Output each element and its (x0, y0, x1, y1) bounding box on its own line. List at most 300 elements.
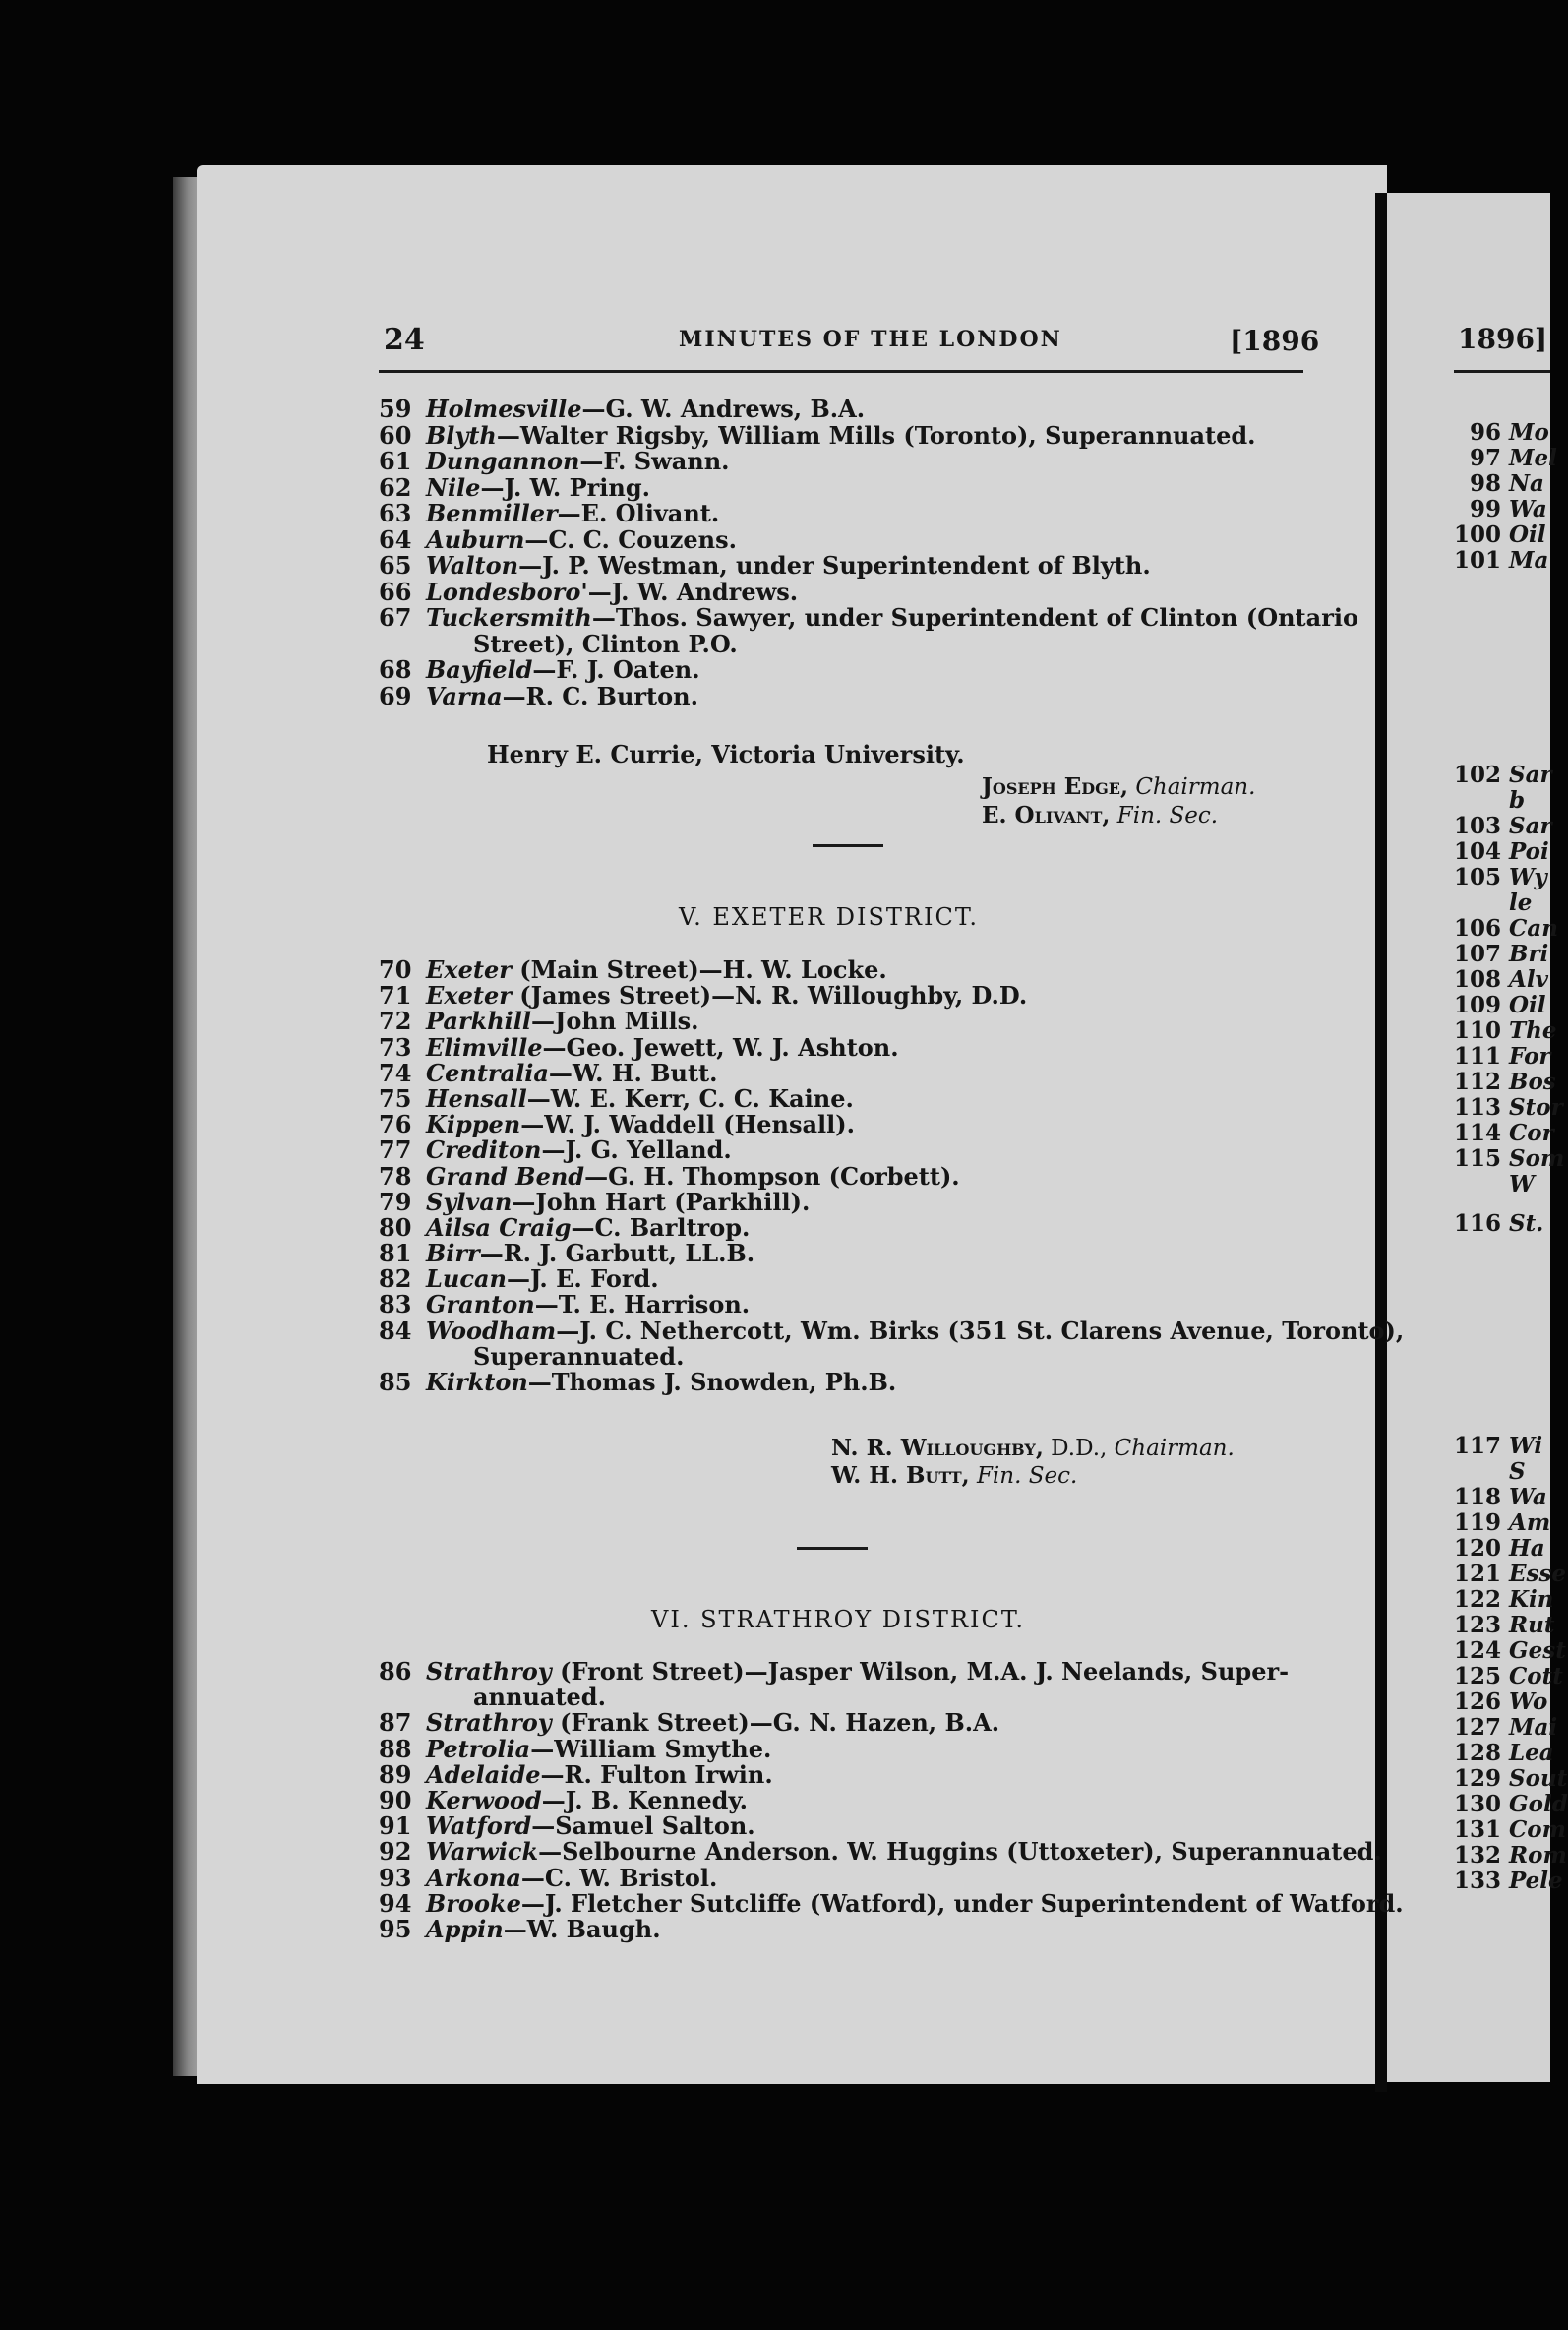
appointment: —C. W. Bristol. (520, 1863, 718, 1892)
circuit-fragment: Mel (1509, 445, 1557, 471)
entry-text (426, 1318, 1404, 1344)
entry-number: 62 (379, 472, 412, 502)
circuit-fragment: Am (1509, 1509, 1551, 1536)
header-year: [1896 (1230, 325, 1320, 357)
entry-text (426, 1241, 754, 1266)
entry-number: 85 (379, 1368, 412, 1396)
right-page-line (1446, 1791, 1568, 1817)
entry-number: 98 (1469, 470, 1501, 497)
appointment: —Walter Rigsby, William Mills (Toronto), Superannuated. (496, 420, 1256, 450)
circuit-name: Centralia (426, 1058, 549, 1087)
entry-number: 77 (379, 1135, 412, 1165)
circuit-fragment: The (1509, 1017, 1557, 1044)
circuit-name: Birr (426, 1239, 480, 1268)
circuit-name: Tuckersmith (426, 603, 592, 632)
circuit-fragment: St. (1509, 1210, 1544, 1237)
entry-number: 78 (379, 1161, 412, 1191)
entry-row (379, 1058, 1404, 1087)
entry-number: 66 (379, 577, 412, 606)
circuit-name: Walton (426, 551, 519, 580)
right-page-line (1446, 787, 1525, 814)
entry-row (379, 1009, 1404, 1034)
right-page-line (1446, 1171, 1535, 1197)
right-page-line (1446, 1120, 1554, 1146)
entry-number: 91 (379, 1811, 412, 1841)
entry-row (379, 1734, 1404, 1763)
entry-number: 65 (379, 551, 412, 580)
appointment: —R. Fulton Irwin. (540, 1759, 773, 1789)
circuit-name: Granton (426, 1290, 535, 1319)
entry-row (379, 420, 1358, 450)
circuit-fragment: W (1509, 1171, 1535, 1197)
circuit-name: Kerwood (426, 1785, 542, 1814)
appointment: —R. J. Garbutt, LL.B. (479, 1239, 755, 1268)
running-title: MINUTES OF THE LONDON (679, 327, 1062, 352)
circuit-fragment: Sout (1509, 1765, 1568, 1792)
entry-row (379, 1187, 1404, 1216)
entry-number: 71 (379, 981, 412, 1011)
circuit-fragment: b (1509, 787, 1526, 814)
right-page-line (1446, 1663, 1563, 1689)
entry-text (426, 472, 650, 502)
entry-text (426, 1112, 855, 1137)
right-page-line (1446, 1842, 1567, 1869)
finsec-name: W. H. Butt, (831, 1462, 970, 1489)
entry-text (426, 1266, 659, 1292)
entry-text (426, 1914, 661, 1943)
entry-row (379, 1370, 1404, 1395)
entry-number: 72 (379, 1007, 412, 1036)
entry-number: 76 (379, 1110, 412, 1139)
entry-number: 89 (379, 1759, 412, 1789)
appointment: —J. W. Andrews. (587, 577, 799, 606)
entry-number: 121 (1453, 1561, 1501, 1587)
entry-number: 109 (1453, 992, 1501, 1018)
appointment: Street), Clinton P.O. (473, 629, 738, 658)
entry-row (379, 397, 1358, 423)
circuit-name: Woodham (426, 1316, 557, 1345)
appointment: —J. C. Nethercott, Wm. Birks (351 St. Clarens Avenue, Toronto), (556, 1316, 1405, 1345)
circuit-fragment: Gold (1509, 1791, 1568, 1817)
entry-row (379, 629, 1358, 658)
entry-row (379, 1914, 1404, 1943)
appointment: (Frank Street)—G. N. Hazen, B.A. (551, 1708, 1000, 1738)
entry-number: 132 (1453, 1842, 1501, 1869)
circuit-name: Ailsa Craig (426, 1212, 572, 1242)
entry-number: 120 (1453, 1535, 1501, 1562)
entry-number: 70 (379, 955, 412, 984)
section-v-heading: V. EXETER DISTRICT. (679, 903, 979, 931)
circuit-name: Elimville (426, 1032, 543, 1062)
circuit-fragment: For (1509, 1043, 1551, 1070)
circuit-fragment: Sar (1509, 813, 1552, 839)
appointment: —E. Olivant. (557, 499, 720, 527)
entry-text (426, 1759, 773, 1789)
entry-text (426, 553, 1151, 580)
appointment: (James Street)—N. R. Willoughby, D.D. (511, 981, 1028, 1011)
appointment: —F. J. Oaten. (532, 655, 700, 684)
entry-number: 86 (379, 1657, 412, 1686)
entry-number (379, 1685, 426, 1710)
circuit-name: Varna (426, 681, 503, 710)
circuit-name: Watford (426, 1811, 532, 1841)
right-page-line (1446, 1094, 1563, 1121)
entry-number: 60 (379, 420, 412, 450)
circuit-fragment: Som (1509, 1145, 1565, 1172)
circuit-fragment: Wo (1509, 1688, 1548, 1715)
entry-number: 74 (379, 1058, 412, 1087)
entry-text (426, 1083, 854, 1113)
entry-number: 99 (1469, 496, 1501, 522)
entry-text (426, 1863, 718, 1892)
entry-number: 95 (379, 1914, 412, 1943)
circuit-name: Kirkton (426, 1368, 528, 1396)
right-page-line (1446, 547, 1548, 574)
right-page-line (1446, 941, 1548, 967)
appointment: —J. P. Westman, under Superintendent of Blyth. (518, 551, 1151, 580)
entry-number: 73 (379, 1032, 412, 1062)
appointment: —John Hart (Parkhill). (512, 1187, 811, 1216)
entry-text (426, 1685, 606, 1710)
circuit-fragment: Gest (1509, 1637, 1566, 1664)
entry-number: 87 (379, 1708, 412, 1738)
appointment: —J. W. Pring. (480, 472, 650, 502)
right-page-line (1446, 1043, 1551, 1070)
circuit-fragment: Rut (1509, 1612, 1555, 1638)
entry-row (379, 1137, 1404, 1163)
circuit-name: Arkona (426, 1863, 521, 1892)
right-page-line (1446, 838, 1549, 865)
entry-number: 127 (1453, 1714, 1501, 1741)
entry-number: 64 (379, 524, 412, 554)
entry-number: 63 (379, 499, 412, 527)
entry-text (426, 1009, 698, 1034)
appointment: —J. Fletcher Sutcliffe (Watford), under Superintendent of Watford. (520, 1888, 1404, 1918)
entry-number: 69 (379, 681, 412, 710)
entry-number: 112 (1453, 1069, 1501, 1095)
appointment: —T. E. Harrison. (534, 1290, 751, 1319)
entry-row (379, 1839, 1404, 1865)
appointment: annuated. (473, 1683, 606, 1712)
entry-number: 131 (1453, 1816, 1501, 1843)
entry-number: 113 (1453, 1094, 1501, 1121)
entry-number: 94 (379, 1888, 412, 1918)
entry-row (379, 1112, 1404, 1137)
entry-number: 96 (1469, 419, 1501, 446)
entry-row (379, 1888, 1404, 1918)
entry-row (379, 957, 1404, 983)
circuit-fragment: Can (1509, 915, 1558, 942)
entry-number: 90 (379, 1785, 412, 1814)
entry-row (379, 1759, 1404, 1789)
circuit-name: Grand Bend (426, 1161, 585, 1191)
entry-number: 107 (1453, 941, 1501, 967)
section-divider (813, 844, 883, 847)
entry-text (426, 1839, 1382, 1865)
circuit-fragment: Wy (1509, 864, 1547, 890)
entry-text (426, 1341, 685, 1371)
entry-number: 116 (1453, 1210, 1501, 1237)
entry-number: 75 (379, 1083, 412, 1113)
entry-number: 101 (1453, 547, 1501, 574)
circuit-name: Warwick (426, 1837, 539, 1867)
entry-number: 80 (379, 1212, 412, 1242)
entry-number: 93 (379, 1863, 412, 1892)
chairman-name: N. R. Willoughby, (831, 1435, 1044, 1461)
right-page-line (1446, 445, 1557, 471)
right-page-line (1446, 1017, 1556, 1044)
entry-text (426, 420, 1256, 450)
header-rule (379, 370, 1303, 373)
appointment: —G. H. Thompson (Corbett). (584, 1161, 960, 1191)
right-page-line (1446, 1688, 1547, 1715)
entry-number: 82 (379, 1264, 412, 1294)
entry-row (379, 1659, 1404, 1685)
appointment: Superannuated. (473, 1341, 685, 1371)
entry-row (379, 1318, 1404, 1344)
circuit-fragment: Lea (1509, 1740, 1554, 1766)
entry-text (426, 1137, 732, 1163)
entry-text (426, 397, 865, 423)
entry-row (379, 524, 1358, 554)
circuit-name: Auburn (426, 524, 525, 554)
entry-text (426, 1370, 896, 1395)
right-page-line (1446, 1145, 1564, 1172)
entry-row (379, 1710, 1404, 1736)
section-iv-note: Henry E. Currie, Victoria University. (487, 740, 965, 768)
right-page-line (1446, 1765, 1567, 1792)
appointment: —J. E. Ford. (506, 1264, 659, 1294)
chairman-name: Joseph Edge, (982, 773, 1128, 800)
right-page-line (1446, 419, 1549, 446)
entry-row (379, 1292, 1404, 1318)
circuit-fragment: Pele (1509, 1868, 1563, 1894)
entry-row (379, 1032, 1404, 1062)
entry-number: 67 (379, 603, 412, 632)
right-page-line (1446, 992, 1546, 1018)
entry-number: 125 (1453, 1663, 1501, 1689)
entry-text (426, 1212, 751, 1242)
right-page-line (1446, 1535, 1545, 1562)
entry-number: 110 (1453, 1017, 1501, 1044)
right-page-line (1446, 496, 1547, 522)
entry-number: 114 (1453, 1120, 1501, 1146)
appointment: (Front Street)—Jasper Wilson, M.A. J. Neelands, Super- (551, 1657, 1290, 1686)
appointment: (Main Street)—H. W. Locke. (511, 955, 887, 984)
entry-text (426, 1813, 755, 1839)
right-page-line (1446, 1586, 1553, 1613)
appointment: —W. H. Butt. (548, 1058, 718, 1087)
chairman-role: Chairman. (1135, 774, 1256, 800)
entry-text (426, 1161, 960, 1191)
circuit-fragment: Mai (1509, 1714, 1558, 1741)
page-number: 24 (384, 323, 425, 357)
entry-text (426, 449, 730, 475)
entry-row (379, 1685, 1404, 1710)
section-iv-finsec (982, 802, 1218, 828)
appointment: —Geo. Jewett, W. J. Ashton. (542, 1032, 899, 1062)
entry-number: 104 (1453, 838, 1501, 865)
entry-number: 88 (379, 1734, 412, 1763)
entry-text (426, 501, 719, 527)
circuit-fragment: Cor (1509, 1120, 1554, 1146)
section-v-entries (379, 957, 1404, 1395)
section-iv-chairman (982, 773, 1255, 800)
entry-row (379, 1863, 1404, 1892)
entry-row (379, 1813, 1404, 1839)
appointment: —R. C. Burton. (502, 681, 698, 710)
entry-row (379, 553, 1358, 580)
circuit-name: Exeter (426, 981, 512, 1011)
entry-text (426, 681, 698, 710)
circuit-fragment: Com (1509, 1816, 1566, 1843)
right-page-year: 1896] (1458, 323, 1548, 355)
right-page-line (1446, 813, 1552, 839)
appointment: —William Smythe. (530, 1734, 772, 1763)
circuit-fragment: Rom (1509, 1842, 1567, 1869)
right-page-line (1446, 1484, 1547, 1510)
entry-number: 102 (1453, 762, 1501, 788)
entry-number: 81 (379, 1239, 412, 1268)
entry-text (426, 605, 1358, 632)
right-page-line (1446, 1637, 1566, 1664)
finsec-role: Fin. Sec. (1116, 803, 1219, 828)
appointment: —W. E. Kerr, C. C. Kaine. (526, 1083, 854, 1113)
circuit-fragment: Sar (1509, 762, 1552, 788)
circuit-name: Strathroy (426, 1657, 552, 1686)
entry-row (379, 657, 1358, 684)
entry-text (426, 1888, 1404, 1918)
entry-number: 129 (1453, 1765, 1501, 1792)
section-vi-heading: VI. STRATHROY DISTRICT. (651, 1606, 1025, 1633)
right-page-line (1446, 1868, 1563, 1894)
entry-text (426, 657, 700, 684)
circuit-fragment: Wa (1509, 1484, 1547, 1510)
circuit-name: Crediton (426, 1135, 542, 1165)
entry-number (379, 1344, 426, 1370)
entry-text (426, 1710, 999, 1736)
entry-number: 123 (1453, 1612, 1501, 1638)
entry-row (379, 472, 1358, 502)
right-page-line (1446, 1740, 1554, 1766)
entry-row (379, 1341, 1404, 1371)
entry-text (426, 1785, 748, 1814)
right-page-line (1446, 1458, 1526, 1485)
entry-number: 126 (1453, 1688, 1501, 1715)
circuit-name: Adelaide (426, 1759, 541, 1789)
entry-text (426, 1659, 1289, 1685)
section-iv-entries (379, 397, 1358, 709)
circuit-fragment: Cott (1509, 1663, 1563, 1689)
appointment: —C. C. Couzens. (524, 524, 737, 554)
entry-text (426, 983, 1027, 1009)
entry-number: 61 (379, 447, 412, 475)
circuit-fragment: Esse (1509, 1561, 1567, 1587)
entry-number: 83 (379, 1290, 412, 1319)
entry-number (379, 632, 426, 658)
section-divider (797, 1547, 868, 1550)
entry-number: 124 (1453, 1637, 1501, 1664)
circuit-fragment: Na (1509, 470, 1544, 497)
chairman-role: Chairman. (1114, 1436, 1235, 1461)
right-page-line (1446, 1509, 1550, 1536)
appointment: —J. B. Kennedy. (541, 1785, 748, 1814)
appointment: —John Mills. (531, 1007, 699, 1036)
entry-number: 130 (1453, 1791, 1501, 1817)
entry-number: 111 (1453, 1043, 1501, 1070)
appointment: —Thomas J. Snowden, Ph.B. (527, 1368, 897, 1396)
finsec-name: E. Olivant, (982, 802, 1111, 828)
entry-number: 68 (379, 655, 412, 684)
entry-number: 103 (1453, 813, 1501, 839)
entry-number: 92 (379, 1837, 412, 1867)
entry-row (379, 449, 1358, 475)
circuit-name: Exeter (426, 955, 512, 984)
entry-row (379, 1266, 1404, 1292)
entry-number: 117 (1453, 1433, 1501, 1459)
entry-number: 108 (1453, 966, 1501, 993)
circuit-name: Londesboro' (426, 577, 588, 606)
section-v-finsec (831, 1462, 1077, 1489)
entry-text (426, 1292, 750, 1318)
right-page-line (1446, 1561, 1566, 1587)
entry-row (379, 605, 1358, 632)
entry-number: 100 (1453, 521, 1501, 548)
entry-number: 133 (1453, 1868, 1501, 1894)
circuit-name: Dungannon (426, 447, 580, 475)
entry-number: 97 (1469, 445, 1501, 471)
circuit-fragment: Mo (1509, 419, 1549, 446)
circuit-name: Petrolia (426, 1734, 531, 1763)
circuit-name: Holmesville (426, 395, 582, 423)
appointment: —W. Baugh. (503, 1914, 661, 1943)
entry-row (379, 1161, 1404, 1191)
appointment: —G. W. Andrews, B.A. (581, 395, 866, 423)
entry-text (426, 957, 887, 983)
entry-row (379, 577, 1358, 606)
circuit-fragment: Alv (1509, 966, 1548, 993)
circuit-name: Sylvan (426, 1187, 513, 1216)
right-page-line (1446, 915, 1558, 942)
entry-row (379, 501, 1358, 527)
circuit-name: Strathroy (426, 1708, 552, 1738)
circuit-name: Appin (426, 1914, 504, 1943)
circuit-name: Bayfield (426, 655, 533, 684)
entry-number: 59 (379, 395, 412, 423)
entry-text (426, 524, 737, 554)
entry-number: 84 (379, 1316, 412, 1345)
entry-number: 128 (1453, 1740, 1501, 1766)
entry-row (379, 1241, 1404, 1266)
right-page-line (1446, 1816, 1566, 1843)
page-header (384, 317, 1320, 366)
entry-row (379, 681, 1358, 710)
right-page-rule (1454, 370, 1550, 373)
right-page-line (1446, 762, 1552, 788)
appointment: —Samuel Salton. (531, 1811, 755, 1841)
right-page-line (1446, 470, 1544, 497)
circuit-fragment: le (1509, 889, 1533, 916)
entry-text (426, 1058, 718, 1087)
right-page-line (1446, 864, 1547, 890)
entry-number: 105 (1453, 864, 1501, 890)
entry-row (379, 983, 1404, 1009)
appointment: —F. Swann. (579, 447, 730, 475)
circuit-fragment: Bri (1509, 941, 1549, 967)
right-page-line (1446, 1069, 1556, 1095)
right-page-line (1446, 521, 1546, 548)
circuit-fragment: Wa (1509, 496, 1547, 522)
